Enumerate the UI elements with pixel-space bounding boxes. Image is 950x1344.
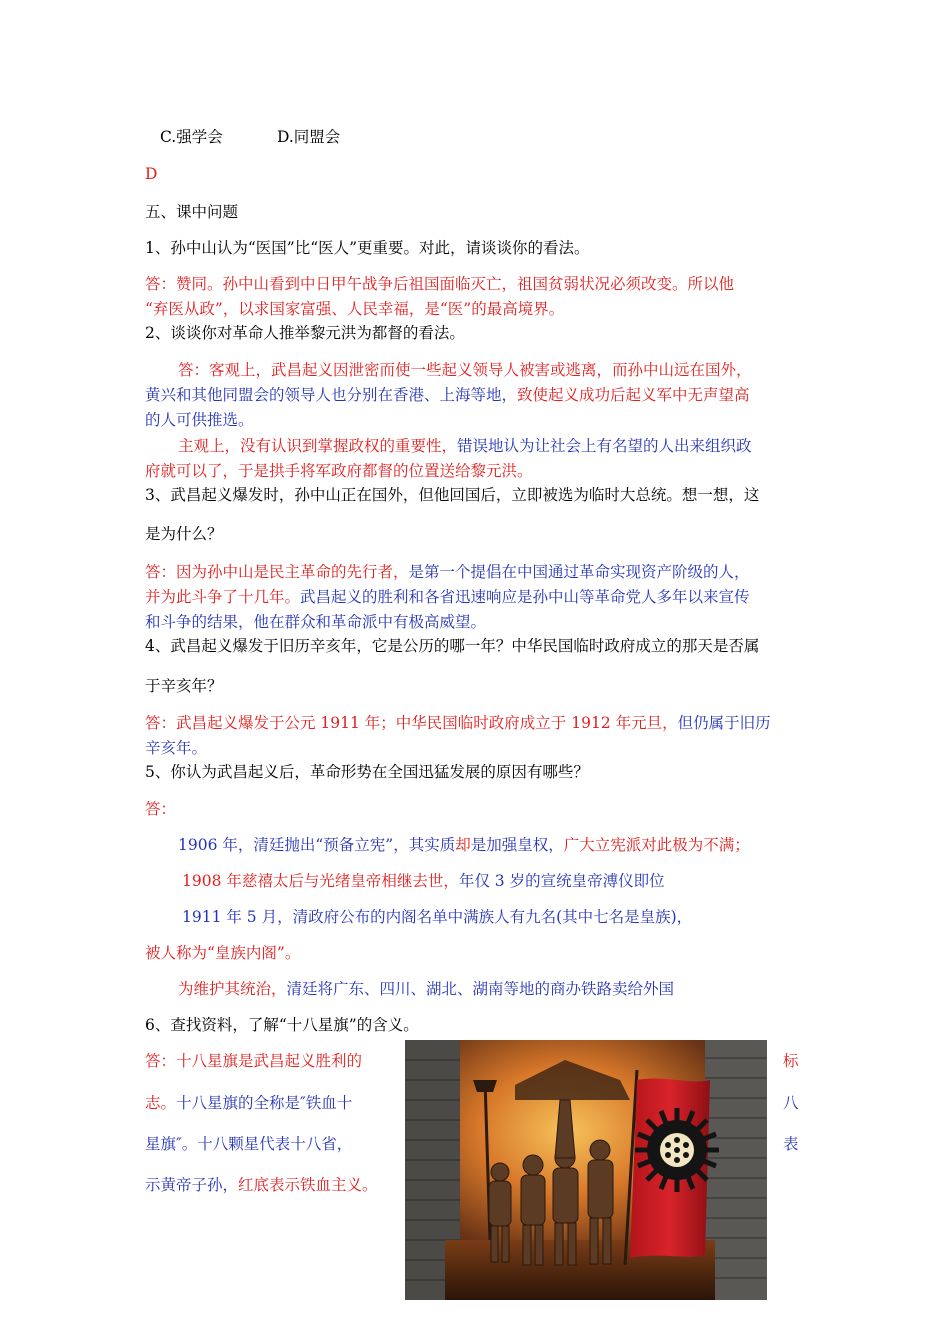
q1-question: 1、孙中山认为“医国”比“医人”更重要。对此，请谈谈你的看法。 <box>145 239 590 257</box>
q6-answer-line1: 答：十八星旗是武昌起义胜利的 <box>145 1052 363 1070</box>
eighteen-star-flag-photo <box>405 1040 767 1300</box>
q5-reason-2-red: 1908 年慈禧太后与光绪皇帝相继去世， <box>182 872 459 890</box>
q5-answer-label: 答： <box>145 800 177 818</box>
q4-answer-line1-blue: 但仍属于旧历 <box>677 714 771 732</box>
q6-question: 6、查找资料，了解“十八星旗”的含义。 <box>145 1016 419 1034</box>
q6-answer-line3-tail: 表 <box>783 1135 799 1153</box>
q4-question-line2: 于辛亥年？ <box>145 677 223 695</box>
q2-answer-line2-blue: 黄兴和其他同盟会的领导人也分别在香港、上海等地， <box>145 386 518 404</box>
q2-subjective-red: 主观上，没有认识到掌握政权的重要性， <box>178 437 458 455</box>
q6-answer-line2-tail: 八 <box>783 1094 799 1112</box>
q2-subjective-blue: 错误地认为让社会上有名望的人出来组织政 <box>457 437 752 455</box>
section-title: 五、课中问题 <box>145 203 239 221</box>
q5-reason-4: 被人称为“皇族内阁”。 <box>145 944 301 962</box>
answer-d: D <box>145 165 158 183</box>
q5-reason-3: 1911 年 5 月，清政府公布的内阁名单中满族人有九名(其中七名是皇族)， <box>182 908 693 926</box>
q2-subjective-line2: 府就可以了，于是拱手将军政府都督的位置送给黎元洪。 <box>145 462 533 480</box>
q1-answer-line2: “弃医从政”，以求国家富强、人民幸福，是“医”的最高境界。 <box>145 300 565 318</box>
q5-reason-5 <box>178 979 674 999</box>
q5-reason-1-blue: 1906 年，清廷抛出“预备立宪”，其实质 <box>178 836 456 854</box>
q3-answer-line2 <box>145 587 750 607</box>
q2-answer-line2 <box>145 385 750 405</box>
q4-question-line1: 4、武昌起义爆发于旧历辛亥年，它是公历的哪一年？中华民国临时政府成立的那天是否属 <box>145 637 760 655</box>
q5-reason-1-red-a: 却 <box>455 836 471 854</box>
q6-answer-line3: 星旗″。十八颗星代表十八省， <box>145 1135 353 1153</box>
q3-question-line1: 3、武昌起义爆发时，孙中山正在国外，但他回国后，立即被选为临时大总统。想一想，这 <box>145 486 760 504</box>
q5-reason-5-blue: 清廷将广东、四川、湖北、湖南等地的商办铁路卖给外国 <box>286 980 675 998</box>
q2-question: 2、谈谈你对革命人推举黎元洪为都督的看法。 <box>145 324 465 342</box>
q6-answer-line4 <box>145 1175 378 1195</box>
q6-answer-line2-blue: 十八星旗的全称是″铁血十 <box>176 1094 353 1112</box>
q3-answer-line2-red: 并为此斗争了十几年。 <box>145 588 301 606</box>
q3-answer-line3: 和斗争的结果，他在群众和革命派中有极高威望。 <box>145 613 487 631</box>
q6-answer-line4-red: 红底表示铁血主义。 <box>238 1176 378 1194</box>
q2-answer-line2-red: 致使起义成功后起义军中无声望高 <box>517 386 750 404</box>
q2-subjective-line1 <box>178 436 752 456</box>
q6-answer-line2 <box>145 1093 352 1113</box>
option-d: D.同盟会 <box>277 128 341 146</box>
q3-question-line2: 是为什么？ <box>145 525 223 543</box>
q5-reason-1-blue2: 是加强皇权， <box>470 836 564 854</box>
q6-answer-line1-tail: 标 <box>783 1052 799 1070</box>
q4-answer-line1-red: 答：武昌起义爆发于公元 1911 年；中华民国临时政府成立于 1912 年元旦， <box>145 714 678 732</box>
q5-reason-5-red: 为维护其统治， <box>178 980 287 998</box>
q4-answer-line1 <box>145 713 771 733</box>
q5-reason-2 <box>182 871 665 891</box>
q2-answer-line3: 的人可供推选。 <box>145 411 254 429</box>
q6-answer-line2-red: 志。 <box>145 1094 177 1112</box>
q3-answer-line1-red: 答：因为孙中山是民主革命的先行者， <box>145 563 409 581</box>
q3-answer-line1-blue: 是第一个提倡在中国通过革命实现资产阶级的人， <box>408 563 750 581</box>
q5-reason-1-red-b: 广大立宪派对此极为不满； <box>563 836 750 854</box>
option-c: C.强学会 <box>160 128 223 146</box>
q5-question: 5、你认为武昌起义后，革命形势在全国迅猛发展的原因有哪些？ <box>145 763 589 781</box>
q1-answer-line1: 答：赞同。孙中山看到中日甲午战争后祖国面临灭亡，祖国贫弱状况必须改变。所以他 <box>145 275 735 293</box>
q6-answer-line4-blue: 示黄帝子孙， <box>145 1176 239 1194</box>
q3-answer-line2-blue: 武昌起义的胜利和各省迅速响应是孙中山等革命党人多年以来宣传 <box>300 588 750 606</box>
q5-reason-2-blue: 年仅 3 岁的宣统皇帝溥仪即位 <box>458 872 665 890</box>
q5-reason-1 <box>178 835 750 855</box>
q4-answer-line2: 辛亥年。 <box>145 739 208 757</box>
q2-answer-line1: 答：客观上，武昌起义因泄密而使一些起义领导人被害或逃离，而孙中山远在国外， <box>178 361 752 379</box>
q3-answer-line1 <box>145 562 750 582</box>
